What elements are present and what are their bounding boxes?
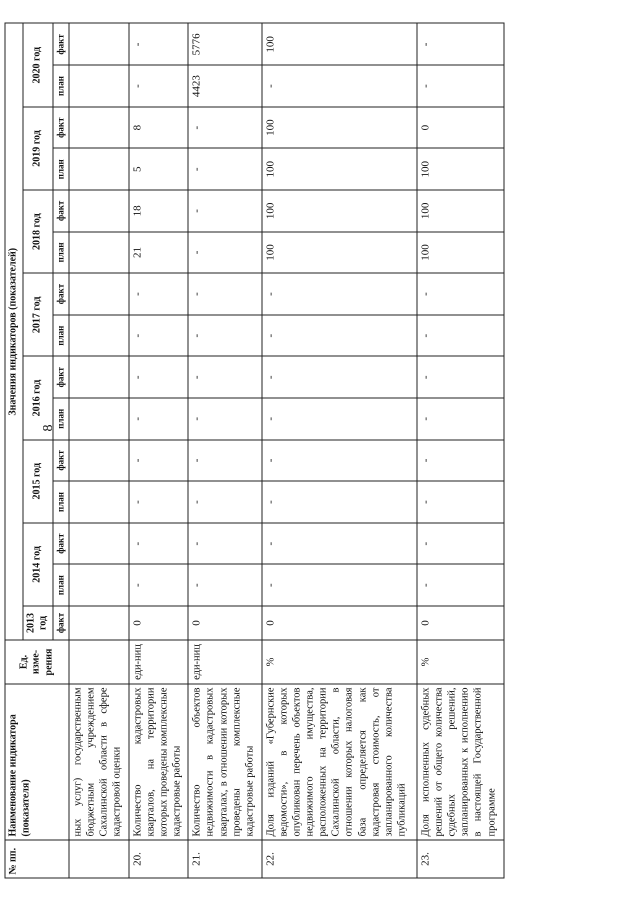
header-plan: план bbox=[53, 481, 69, 523]
value-cell: 4423 bbox=[188, 65, 261, 107]
value-cell: - bbox=[417, 398, 504, 440]
page-number: 8 bbox=[41, 424, 56, 432]
value-cell bbox=[69, 65, 129, 107]
value-cell: - bbox=[129, 564, 189, 606]
value-cell: 0 bbox=[188, 606, 261, 640]
value-cell: - bbox=[188, 232, 261, 274]
header-fact: факт bbox=[53, 440, 69, 482]
header-plan: план bbox=[53, 232, 69, 274]
value-cell bbox=[69, 398, 129, 440]
value-cell: 100 bbox=[262, 148, 417, 190]
value-cell: 0 bbox=[129, 606, 189, 640]
value-cell: - bbox=[188, 398, 261, 440]
header-year: 2017 год bbox=[23, 273, 53, 356]
value-cell bbox=[69, 606, 129, 640]
value-cell: - bbox=[129, 440, 189, 482]
header-fact: факт bbox=[53, 356, 69, 398]
value-cell: - bbox=[417, 481, 504, 523]
value-cell: - bbox=[188, 315, 261, 357]
header-year: 2013 год bbox=[23, 606, 53, 640]
value-cell: - bbox=[129, 481, 189, 523]
indicator-name: Количество объектов недвижимости в кадастровых кварталах, в отношении которых проведены комплексные кадастровые работы bbox=[188, 684, 261, 840]
header-fact: факт bbox=[53, 107, 69, 149]
table-row bbox=[69, 24, 129, 879]
header-values: Значения индикаторов (показателей) bbox=[5, 24, 23, 641]
value-cell: - bbox=[129, 24, 189, 66]
value-cell: - bbox=[262, 65, 417, 107]
header-name: Наименование индикатора (показателя) bbox=[5, 684, 69, 840]
value-cell: - bbox=[262, 440, 417, 482]
value-cell: 100 bbox=[417, 232, 504, 274]
value-cell: - bbox=[129, 65, 189, 107]
indicator-name: Доля исполненных судебных решений от общего количества судебных решений, запланированных к исполнению в настоящей Государственной программе bbox=[417, 684, 504, 840]
header-plan: план bbox=[53, 398, 69, 440]
value-cell bbox=[69, 315, 129, 357]
value-cell bbox=[69, 356, 129, 398]
indicator-table bbox=[5, 23, 505, 879]
value-cell bbox=[69, 440, 129, 482]
row-number: 21. bbox=[188, 840, 261, 878]
table-row bbox=[417, 24, 504, 879]
header-plan: план bbox=[53, 148, 69, 190]
value-cell: 100 bbox=[262, 232, 417, 274]
value-cell: 100 bbox=[262, 190, 417, 232]
value-cell bbox=[69, 481, 129, 523]
header-fact: факт bbox=[53, 523, 69, 565]
value-cell: - bbox=[188, 481, 261, 523]
value-cell: - bbox=[262, 315, 417, 357]
indicator-name: Количество кадастровых кварталов, на территории которых проведены комплексные кадастровые работы bbox=[129, 684, 189, 840]
value-cell: 8 bbox=[129, 107, 189, 149]
value-cell: 0 bbox=[417, 107, 504, 149]
value-cell bbox=[69, 148, 129, 190]
value-cell: - bbox=[129, 356, 189, 398]
value-cell: - bbox=[188, 523, 261, 565]
indicator-unit: еди-ниц bbox=[129, 640, 189, 684]
header-year: 2020 год bbox=[23, 24, 53, 107]
value-cell: - bbox=[417, 315, 504, 357]
value-cell: - bbox=[262, 481, 417, 523]
value-cell: 0 bbox=[262, 606, 417, 640]
value-cell bbox=[69, 24, 129, 66]
header-year: 2019 год bbox=[23, 107, 53, 190]
header-plan: план bbox=[53, 65, 69, 107]
table-row bbox=[262, 24, 417, 879]
value-cell: - bbox=[129, 523, 189, 565]
value-cell: 5 bbox=[129, 148, 189, 190]
indicator-unit: % bbox=[417, 640, 504, 684]
value-cell: 21 bbox=[129, 232, 189, 274]
header-num: № пп. bbox=[5, 840, 69, 878]
table-row bbox=[129, 24, 189, 879]
value-cell: - bbox=[188, 107, 261, 149]
value-cell bbox=[69, 523, 129, 565]
header-year: 2018 год bbox=[23, 190, 53, 273]
row-number bbox=[69, 840, 129, 878]
value-cell: - bbox=[262, 273, 417, 315]
header-fact: факт bbox=[53, 190, 69, 232]
header-unit: Ед. изме-рения bbox=[5, 640, 69, 684]
value-cell: 18 bbox=[129, 190, 189, 232]
value-cell: - bbox=[188, 440, 261, 482]
value-cell bbox=[69, 107, 129, 149]
value-cell: - bbox=[188, 190, 261, 232]
value-cell: - bbox=[188, 273, 261, 315]
indicator-table-rotated bbox=[5, 24, 505, 879]
row-number: 23. bbox=[417, 840, 504, 878]
value-cell: - bbox=[262, 523, 417, 565]
value-cell: 100 bbox=[417, 190, 504, 232]
value-cell: 100 bbox=[417, 148, 504, 190]
value-cell: - bbox=[262, 564, 417, 606]
header-year: 2015 год bbox=[23, 440, 53, 523]
value-cell: - bbox=[417, 356, 504, 398]
row-number: 20. bbox=[129, 840, 189, 878]
value-cell: - bbox=[417, 440, 504, 482]
header-fact: факт bbox=[53, 273, 69, 315]
indicator-name: ных услуг) государственным бюджетным учреждением Сахалинской области в сфере кадастровой оценки bbox=[69, 684, 129, 840]
header-year: 2016 год bbox=[23, 356, 53, 439]
value-cell bbox=[69, 232, 129, 274]
header-year: 2014 год bbox=[23, 523, 53, 606]
indicator-unit bbox=[69, 640, 129, 684]
value-cell: - bbox=[188, 148, 261, 190]
value-cell: - bbox=[417, 24, 504, 66]
table-row bbox=[188, 24, 261, 879]
value-cell: - bbox=[129, 273, 189, 315]
indicator-name: Доля изданий «Губернские ведомости», в которых опубликован перечень объектов недвижимого имущества, расположенных на территории Сахалинской области, в отношении которых налоговая база определяется как кадастровая стоимость, от запланированного количества публикаций bbox=[262, 684, 417, 840]
header-fact: факт bbox=[53, 24, 69, 66]
value-cell: 100 bbox=[262, 107, 417, 149]
value-cell: - bbox=[417, 523, 504, 565]
value-cell: 5776 bbox=[188, 24, 261, 66]
value-cell bbox=[69, 273, 129, 315]
header-plan: план bbox=[53, 315, 69, 357]
value-cell: 100 bbox=[262, 24, 417, 66]
header-plan: план bbox=[53, 564, 69, 606]
value-cell: - bbox=[417, 65, 504, 107]
indicator-unit: % bbox=[262, 640, 417, 684]
value-cell: - bbox=[417, 273, 504, 315]
value-cell: - bbox=[417, 564, 504, 606]
value-cell bbox=[69, 190, 129, 232]
row-number: 22. bbox=[262, 840, 417, 878]
value-cell bbox=[69, 564, 129, 606]
value-cell: - bbox=[262, 356, 417, 398]
header-fact: факт bbox=[53, 606, 69, 640]
indicator-unit: еди-ниц bbox=[188, 640, 261, 684]
value-cell: - bbox=[188, 356, 261, 398]
value-cell: - bbox=[129, 398, 189, 440]
value-cell: - bbox=[129, 315, 189, 357]
value-cell: - bbox=[188, 564, 261, 606]
value-cell: - bbox=[262, 398, 417, 440]
value-cell: 0 bbox=[417, 606, 504, 640]
